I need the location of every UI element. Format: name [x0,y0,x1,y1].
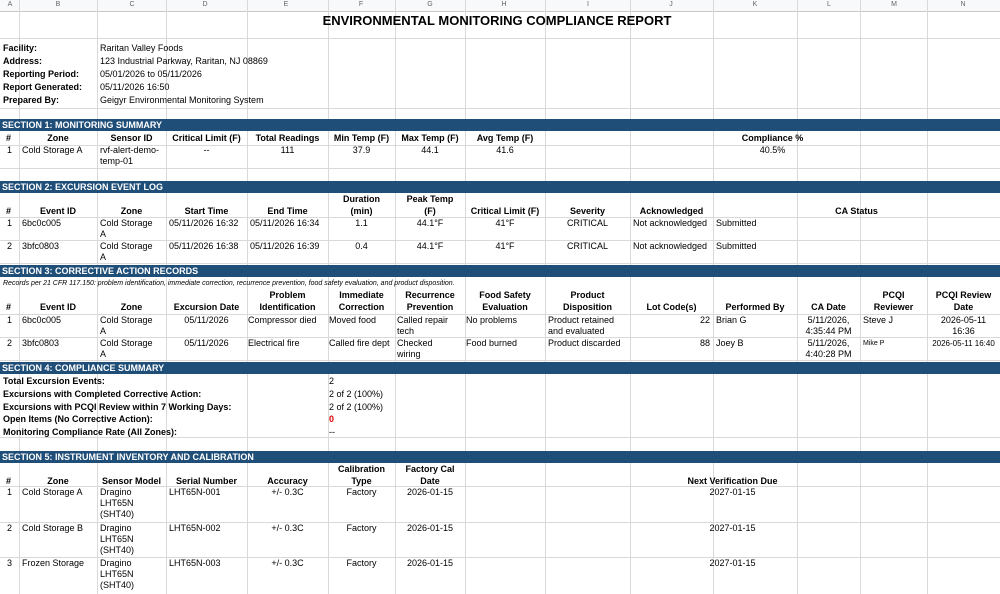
table-cell[interactable]: LHT65N [100,569,134,579]
column-header[interactable]: I [587,1,589,8]
table-cell[interactable]: 37.9 [352,145,371,155]
table-header: (min) [350,206,373,216]
info-label: Address: [3,56,43,66]
table-cell[interactable]: Not acknowledged [633,218,708,228]
table-cell[interactable]: A [100,349,107,359]
table-cell[interactable]: Dragino [100,487,132,497]
table-cell[interactable]: 1.1 [355,218,368,228]
table-header: Type [351,476,372,486]
table-cell[interactable]: 2026-01-15 [406,523,454,533]
section-1-header: SECTION 1: MONITORING SUMMARY [0,119,1000,131]
table-cell[interactable]: No problems [466,315,518,325]
table-cell[interactable]: 5/11/2026, [807,338,850,348]
table-header: Critical Limit (F) [172,133,241,143]
table-cell[interactable]: rvf-alert-demo- [100,145,160,155]
table-cell[interactable]: 22 [699,315,710,325]
table-cell[interactable]: 2027-01-15 [709,487,756,497]
table-cell[interactable]: 3bfc0803 [22,338,60,348]
table-header: PCQI [882,290,905,300]
table-cell[interactable]: 2026-05-11 [940,315,987,325]
table-cell[interactable]: 1 [7,218,13,228]
table-cell[interactable]: and evaluated [548,326,605,336]
table-header: Product [570,290,605,300]
table-cell[interactable]: Steve J [863,315,894,325]
table-cell[interactable]: 05/11/2026 [184,338,229,348]
section-3-note: Records per 21 CFR 117.150: problem identification, immediate correction, recurrence prevention, food safety evaluation, and product disposition. [3,280,455,287]
table-cell[interactable]: Factory [346,558,377,568]
table-header: # [6,476,12,486]
table-cell[interactable]: Called repair [397,315,449,325]
column-header[interactable]: N [960,1,966,8]
table-cell[interactable]: 41.6 [496,145,514,155]
table-cell[interactable]: Cold Storage [100,338,153,348]
column-header[interactable]: L [827,1,831,8]
table-cell[interactable]: Submitted [716,218,757,228]
table-cell[interactable]: Mike P [863,340,885,347]
summary-value[interactable]: -- [329,427,335,437]
table-header: Critical Limit (F) [470,206,540,216]
table-cell[interactable]: 40.5% [759,145,786,155]
table-cell[interactable]: LHT65N [100,498,134,508]
table-cell[interactable]: 1 [7,315,13,325]
table-header: Event ID [39,302,76,312]
table-header: # [6,302,12,312]
table-header: Zone [120,206,143,216]
table-cell[interactable]: wiring [397,349,421,359]
table-cell[interactable]: 44.1°F [416,218,444,228]
table-cell[interactable]: Checked [397,338,433,348]
column-header[interactable]: C [129,1,135,8]
table-cell[interactable]: 5/11/2026, [807,315,850,325]
page-title: ENVIRONMENTAL MONITORING COMPLIANCE REPORT [322,13,672,28]
table-header: Accuracy [267,476,308,486]
info-label: Report Generated: [3,82,83,92]
table-cell[interactable]: 05/11/2026 16:34 [250,218,320,228]
table-header: Sensor Model [101,476,161,486]
column-header[interactable]: B [55,1,61,8]
table-header: Next Verification Due [687,476,778,486]
table-cell[interactable]: A [100,229,107,239]
table-cell[interactable]: 1 [7,145,13,155]
table-cell[interactable]: (SHT40) [100,580,135,590]
table-cell[interactable]: tech [397,326,415,336]
table-cell[interactable]: Food burned [466,338,518,348]
table-cell[interactable]: 2026-01-15 [406,487,454,497]
table-header: Identification [259,302,316,312]
table-cell[interactable]: Dragino [100,558,132,568]
table-header: # [6,206,12,216]
table-header: # [6,133,12,143]
column-header[interactable]: G [427,1,433,8]
info-label: Prepared By: [3,95,60,105]
column-header[interactable]: J [669,1,673,8]
table-cell[interactable]: CRITICAL [566,241,608,251]
table-header: Sensor ID [110,133,153,143]
table-cell[interactable]: Not acknowledged [633,241,708,251]
column-header[interactable]: F [358,1,364,8]
summary-label: Excursions with PCQI Review within 7 Working Days: [3,402,232,412]
table-cell[interactable]: A [100,252,107,262]
table-header: Zone [47,133,69,143]
table-header: CA Status [835,206,878,216]
table-cell[interactable]: 3 [7,558,13,568]
table-header: Recurrence [405,290,455,300]
table-cell[interactable]: Cold Storage A [22,487,83,497]
table-header: Compliance % [741,133,804,143]
summary-label: Monitoring Compliance Rate (All Zones): [3,427,178,437]
table-cell[interactable]: +/- 0.3C [271,558,304,568]
table-header: Zone [47,476,69,486]
table-header: Prevention [406,302,454,312]
info-label: Facility: [3,43,38,53]
table-header: Zone [120,302,143,312]
section-4-header: SECTION 4: COMPLIANCE SUMMARY [0,362,1000,374]
table-cell[interactable]: 2 [7,523,13,533]
table-cell[interactable]: 05/11/2026 16:38 [169,241,239,251]
table-cell[interactable]: Joey B [716,338,744,348]
table-header: Factory Cal [405,464,455,474]
table-cell[interactable]: 111 [280,145,295,155]
summary-label: Open Items (No Corrective Action): [3,414,153,424]
table-header: Evaluation [482,302,528,312]
section-5-header: SECTION 5: INSTRUMENT INVENTORY AND CALIBRATION [0,451,1000,463]
column-header[interactable]: D [202,1,208,8]
table-cell[interactable]: Factory [346,487,377,497]
table-cell[interactable]: Submitted [716,241,757,251]
table-cell[interactable]: 41°F [495,241,515,251]
table-cell[interactable]: Moved food [329,315,377,325]
table-cell[interactable]: 88 [699,338,710,348]
table-cell[interactable]: Cold Storage A [22,145,83,155]
info-value[interactable]: Geigyr Environmental Monitoring System [100,95,264,105]
table-header: Reviewer [873,302,914,312]
table-cell[interactable]: A [100,326,107,336]
table-cell[interactable]: 16:36 [952,326,975,336]
section-3-header: SECTION 3: CORRECTIVE ACTION RECORDS [0,265,1000,277]
summary-label: Total Excursion Events: [3,376,105,386]
table-cell[interactable]: 4:40:28 PM [805,349,852,359]
table-cell[interactable]: 2026-05-11 16:40 [932,339,995,348]
info-label: Reporting Period: [3,69,79,79]
table-header: Correction [338,302,385,312]
table-cell[interactable]: 2027-01-15 [709,523,756,533]
table-header: End Time [267,206,308,216]
table-header: CA Date [811,302,846,312]
table-cell[interactable]: 1 [7,487,13,497]
column-header[interactable]: A [7,1,13,8]
table-cell[interactable]: 2027-01-15 [709,558,756,568]
table-cell[interactable]: Compressor died [248,315,317,325]
table-header: Severity [569,206,606,216]
table-cell[interactable]: +/- 0.3C [271,523,304,533]
table-cell[interactable]: 2 [7,338,13,348]
column-header-bar [0,0,1000,12]
table-cell[interactable]: 0.4 [355,241,368,251]
table-header: Acknowledged [639,206,704,216]
table-cell[interactable]: Brian G [716,315,747,325]
table-cell[interactable]: 05/11/2026 [184,315,229,325]
table-cell[interactable]: 2 [7,241,13,251]
table-header: Excursion Date [173,302,240,312]
info-value[interactable]: 05/11/2026 16:50 [100,82,170,92]
summary-label: Excursions with Completed Corrective Action: [3,389,202,399]
table-cell[interactable]: 05/11/2026 16:39 [250,241,320,251]
table-cell[interactable]: Cold Storage [100,241,153,251]
table-cell[interactable]: (SHT40) [100,545,135,555]
table-cell[interactable]: Cold Storage B [22,523,84,533]
table-header: Lot Code(s) [646,302,697,312]
table-cell[interactable]: 2026-01-15 [406,558,454,568]
table-header: Disposition [563,302,612,312]
table-cell[interactable]: temp-01 [100,156,134,166]
table-header: Problem [269,290,306,300]
table-cell[interactable]: LHT65N-002 [169,523,221,533]
table-header: (F) [424,206,436,216]
table-header: Min Temp (F) [333,133,390,143]
info-value[interactable]: 123 Industrial Parkway, Raritan, NJ 08869 [100,56,268,66]
table-cell[interactable]: 4:35:44 PM [805,326,852,336]
table-header: Total Readings [255,133,320,143]
table-cell[interactable]: LHT65N [100,534,134,544]
column-header[interactable]: E [283,1,289,8]
section-2-header: SECTION 2: EXCURSION EVENT LOG [0,181,1000,193]
table-header: Max Temp (F) [401,133,459,143]
table-cell[interactable]: Product discarded [548,338,621,348]
table-cell[interactable]: -- [203,145,210,155]
table-header: Event ID [39,206,76,216]
summary-value[interactable]: 2 of 2 (100%) [329,389,384,399]
column-header[interactable]: M [891,1,897,8]
table-cell[interactable]: 05/11/2026 16:32 [169,218,239,228]
table-cell[interactable]: 41°F [495,218,515,228]
table-cell[interactable]: Dragino [100,523,132,533]
summary-value[interactable]: 2 [329,376,335,386]
table-header: Duration [343,194,380,204]
table-cell[interactable]: 44.1 [421,145,439,155]
table-cell[interactable]: 44.1°F [416,241,444,251]
table-header: Calibration [337,464,385,474]
table-cell[interactable]: Cold Storage [100,315,153,325]
column-header[interactable]: H [501,1,507,8]
table-header: Date [953,302,974,312]
summary-value[interactable]: 2 of 2 (100%) [329,402,384,412]
table-cell[interactable]: Product retained [548,315,615,325]
table-header: Peak Temp [406,194,454,204]
table-cell[interactable]: LHT65N-003 [169,558,221,568]
table-cell[interactable]: +/- 0.3C [271,487,304,497]
summary-value-open-items[interactable]: 0 [329,414,335,424]
table-cell[interactable]: CRITICAL [566,218,608,228]
table-cell[interactable]: Electrical fire [248,338,300,348]
table-header: Date [420,476,440,486]
table-header: PCQI Review [935,290,992,300]
table-header: Avg Temp (F) [476,133,534,143]
table-header: Food Safety [479,290,531,300]
table-cell[interactable]: LHT65N-001 [169,487,221,497]
table-header: Immediate [339,290,384,300]
table-cell[interactable]: Factory [346,523,377,533]
table-cell[interactable]: Called fire dept [329,338,390,348]
table-header: Performed By [725,302,785,312]
table-header: Serial Number [175,476,238,486]
table-cell[interactable]: 6bc0c005 [22,315,62,325]
column-header[interactable]: K [752,1,758,8]
table-header: Start Time [184,206,229,216]
info-value[interactable]: 05/01/2026 to 05/11/2026 [100,69,202,79]
table-cell[interactable]: Cold Storage [100,218,153,228]
table-cell[interactable]: 6bc0c005 [22,218,62,228]
info-value[interactable]: Raritan Valley Foods [100,43,183,53]
table-cell[interactable]: 3bfc0803 [22,241,60,251]
table-cell[interactable]: Frozen Storage [22,558,85,568]
table-cell[interactable]: (SHT40) [100,509,135,519]
